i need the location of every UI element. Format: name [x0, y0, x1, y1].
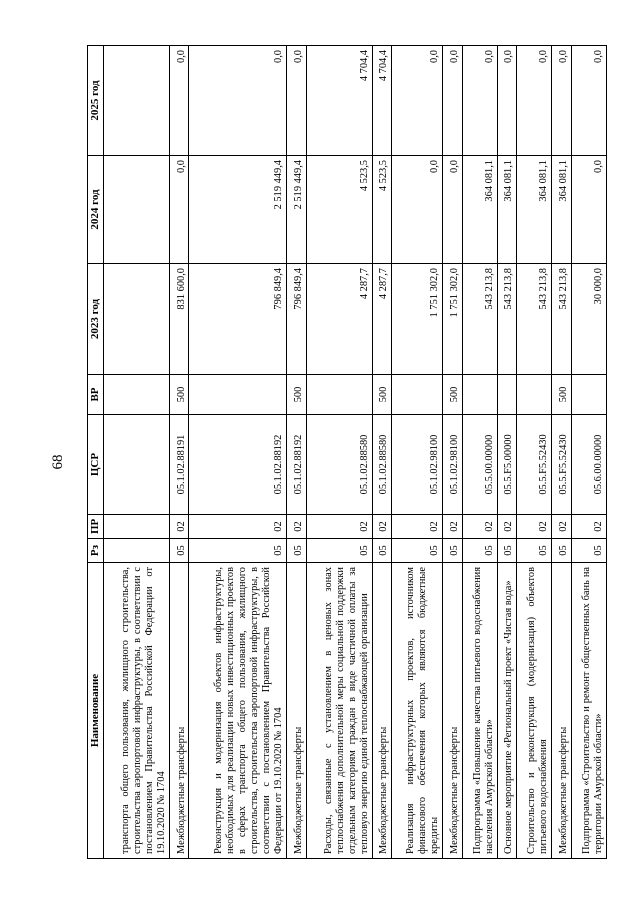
row-pr: 02 [497, 515, 517, 539]
row-csr: 05.6.00.00000 [571, 415, 606, 515]
row-2024: 0,0 [169, 156, 189, 264]
row-2025 [103, 46, 169, 156]
row-csr: 05.1.02.88192 [189, 415, 287, 515]
header-pr: ПР [88, 515, 104, 539]
header-csr: ЦСР [88, 415, 104, 515]
row-vr [392, 375, 443, 415]
row-rz: 05 [552, 539, 572, 563]
row-pr: 02 [517, 515, 552, 539]
row-rz: 05 [571, 539, 606, 563]
row-2025: 0,0 [517, 46, 552, 156]
row-csr: 05.1.02.88580 [306, 415, 372, 515]
header-vr: ВР [88, 375, 104, 415]
row-2024: 364 081,1 [552, 156, 572, 264]
header-rz: Рз [88, 539, 104, 563]
row-2025: 0,0 [443, 46, 463, 156]
row-2025: 0,0 [392, 46, 443, 156]
row-2023: 30 000,0 [571, 264, 606, 375]
row-vr [103, 375, 169, 415]
row-vr [306, 375, 372, 415]
row-name: Реконструкция и модернизация объектов инфраструктуры, необходимых для реализации новых инвестиционных проектов в сферах транспорта общего пользования, жилищного строительства, строительства аэропортовой инфраструктуры, в соответствии с постановлением Правительства Российской Федерации от 19.10.2020 № 1704 [189, 563, 287, 859]
row-vr [497, 375, 517, 415]
row-2024: 0,0 [571, 156, 606, 264]
row-2023: 543 213,8 [462, 264, 497, 375]
table-row [443, 46, 463, 859]
row-vr [189, 375, 287, 415]
row-name: транспорта общего пользования, жилищного строительства, строительства аэропортовой инфраструктуры, в соответствии с постановлением Правительства Российской Федерации от 19.10.2020 № 1704 [103, 563, 169, 859]
row-rz [103, 539, 169, 563]
row-2023: 543 213,8 [552, 264, 572, 375]
row-2024: 2 519 449,4 [189, 156, 287, 264]
header-2024: 2024 год [88, 156, 104, 264]
row-name: Подпрограмма «Строительство и ремонт общественных бань на территории Амурской области» [571, 563, 606, 859]
row-2024: 4 523,5 [306, 156, 372, 264]
table-row [517, 46, 552, 859]
row-2024: 364 081,1 [497, 156, 517, 264]
row-2023 [103, 264, 169, 375]
row-csr: 05.1.02.88580 [372, 415, 392, 515]
row-pr: 02 [306, 515, 372, 539]
table-row [497, 46, 517, 859]
row-rz: 05 [462, 539, 497, 563]
row-name: Основное мероприятие «Региональный проект «Чистая вода» [497, 563, 517, 859]
row-2025: 0,0 [286, 46, 306, 156]
row-csr: 05.5.F5.52430 [552, 415, 572, 515]
row-2023: 831 600,0 [169, 264, 189, 375]
table-header-row [88, 46, 104, 859]
row-2025: 0,0 [189, 46, 287, 156]
row-2023: 796 849,4 [286, 264, 306, 375]
row-2023: 796 849,4 [189, 264, 287, 375]
row-2023: 543 213,8 [497, 264, 517, 375]
row-2025: 0,0 [462, 46, 497, 156]
table-row [462, 46, 497, 859]
row-vr: 500 [286, 375, 306, 415]
row-csr: 05.1.02.88191 [169, 415, 189, 515]
rotated-page-content [87, 46, 607, 859]
row-pr: 02 [372, 515, 392, 539]
header-2023: 2023 год [88, 264, 104, 375]
row-vr: 500 [552, 375, 572, 415]
row-rz: 05 [517, 539, 552, 563]
row-2024: 364 081,1 [462, 156, 497, 264]
table-row [189, 46, 287, 859]
row-name: Межбюджетные трансферты [286, 563, 306, 859]
header-name: Наименование [88, 563, 104, 859]
row-rz: 05 [372, 539, 392, 563]
row-rz: 05 [189, 539, 287, 563]
row-pr: 02 [571, 515, 606, 539]
row-2024: 0,0 [443, 156, 463, 264]
row-csr: 05.5.F5.00000 [497, 415, 517, 515]
row-pr: 02 [552, 515, 572, 539]
row-2024: 364 081,1 [517, 156, 552, 264]
row-2025: 4 704,4 [306, 46, 372, 156]
row-2025: 4 704,4 [372, 46, 392, 156]
row-2025: 0,0 [552, 46, 572, 156]
table-row [571, 46, 606, 859]
row-name: Межбюджетные трансферты [169, 563, 189, 859]
row-2023: 4 287,7 [372, 264, 392, 375]
row-vr: 500 [372, 375, 392, 415]
row-pr: 02 [443, 515, 463, 539]
row-2023: 543 213,8 [517, 264, 552, 375]
row-rz: 05 [392, 539, 443, 563]
row-vr: 500 [443, 375, 463, 415]
row-2024 [103, 156, 169, 264]
table-row [306, 46, 372, 859]
row-pr: 02 [462, 515, 497, 539]
row-name: Строительство и реконструкция (модернизация) объектов питьевого водоснабжения [517, 563, 552, 859]
row-vr [462, 375, 497, 415]
header-2025: 2025 год [88, 46, 104, 156]
row-name: Реализация инфраструктурных проектов, источником финансового обеспечения которых являются бюджетные кредиты [392, 563, 443, 859]
row-csr [103, 415, 169, 515]
row-2023: 1 751 302,0 [443, 264, 463, 375]
row-pr: 02 [392, 515, 443, 539]
row-2024: 2 519 449,4 [286, 156, 306, 264]
row-rz: 05 [306, 539, 372, 563]
table-row [169, 46, 189, 859]
row-csr: 05.5.00.00000 [462, 415, 497, 515]
row-2024: 4 523,5 [372, 156, 392, 264]
row-2024: 0,0 [392, 156, 443, 264]
row-2025: 0,0 [571, 46, 606, 156]
row-2023: 1 751 302,0 [392, 264, 443, 375]
table-row [286, 46, 306, 859]
row-name: Подпрограмма «Повышение качества питьевого водоснабжения населения Амурской области» [462, 563, 497, 859]
row-2025: 0,0 [169, 46, 189, 156]
row-vr: 500 [169, 375, 189, 415]
row-2023: 4 287,7 [306, 264, 372, 375]
row-rz: 05 [443, 539, 463, 563]
table-row [552, 46, 572, 859]
row-pr [103, 515, 169, 539]
row-name: Межбюджетные трансферты [372, 563, 392, 859]
table-row [392, 46, 443, 859]
row-pr: 02 [286, 515, 306, 539]
row-vr [571, 375, 606, 415]
row-2025: 0,0 [497, 46, 517, 156]
row-rz: 05 [497, 539, 517, 563]
row-csr: 05.1.02.98100 [392, 415, 443, 515]
row-name: Межбюджетные трансферты [443, 563, 463, 859]
row-rz: 05 [169, 539, 189, 563]
row-name: Расходы, связанные с установлением в ценовых зонах теплоснабжения дополнительной меры социальной поддержки отдельным категориям граждан в виде частичной оплаты за тепловую энергию единой теплоснабжающей организации [306, 563, 372, 859]
row-csr: 05.1.02.98100 [443, 415, 463, 515]
row-rz: 05 [286, 539, 306, 563]
row-csr: 05.5.F5.52430 [517, 415, 552, 515]
table-row [372, 46, 392, 859]
budget-table [87, 45, 607, 859]
row-name: Межбюджетные трансферты [552, 563, 572, 859]
row-vr [517, 375, 552, 415]
row-csr: 05.1.02.88192 [286, 415, 306, 515]
table-row [103, 46, 169, 859]
row-pr: 02 [189, 515, 287, 539]
page-number: 68 [50, 454, 66, 470]
row-pr: 02 [169, 515, 189, 539]
